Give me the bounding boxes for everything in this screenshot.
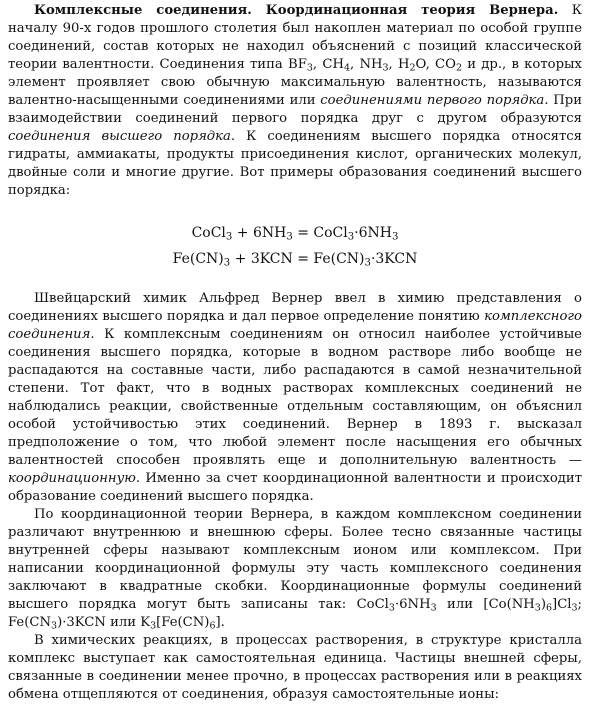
text-span: . К соединениям высшего порядка относятся гидраты, аммиакаты, продукты присоединения кислот, органических молекул, двойные соли и многие другие. Вот примеры образования соединений высшего порядка: [8, 129, 582, 198]
subscript: 3 [388, 602, 395, 614]
paragraph-coordination-theory [8, 506, 582, 632]
subscript: 3 [382, 62, 389, 74]
subscript: 3 [51, 620, 58, 632]
text-span: . К комплексным соединениям он относил наиболее устойчивые соединения высшего порядка, которые в водном растворе либо вообще не распадаются на составные части, либо распадаются в самой незначительной степени. Тот факт, что в водных растворах комплексных соединений не наблюдались реакции, свойственные отдельным составляющим, он объяснил особой устойчивостью этих соединений. Вернер в 1893 г. высказал предположение о том, что любой элемент после насыщения его обычных валентностей способен проявлять еще и дополнительную валентность — [8, 327, 582, 468]
subscript: 3 [306, 62, 313, 74]
eq-part: = CoCl [292, 225, 348, 241]
text-span: ]Cl [552, 597, 572, 612]
equation-2 [8, 246, 582, 272]
text-span: По координационной теории Вернера, в каждом комплексном соединении различают внутреннюю и внешнюю сферы. Более тесно связанные частицы внутренней сферы называют комплексным ионом или комплексом. При написании координационной формулы эту часть комплексного соединения заключают в квадратные скобки. Координационные формулы соединений высшего порядка могут быть записаны так: CoCl [8, 507, 582, 612]
eq-part: + 3KCN = Fe(CN) [230, 251, 365, 267]
section-heading: Комплексные соединения. Координационная теория Вернера. [34, 3, 559, 18]
eq-part: ·3KCN [370, 251, 418, 267]
subscript: 6 [546, 602, 553, 614]
eq-part: + 6NH [232, 225, 287, 241]
text-span: ; Fe(CN [8, 597, 582, 630]
text-span: O, CO [415, 57, 456, 72]
subscript: 3 [534, 602, 541, 614]
text-span: и др., в которых элемент проявляет свою обычную максимальную валентность, называются валентно-насыщенными соединениями или [8, 57, 582, 108]
text-span: или [Co(NH [436, 597, 535, 612]
subscript: 2 [409, 62, 416, 74]
subscript: 3 [347, 231, 355, 243]
paragraph-intro [8, 2, 582, 200]
text-span: )·3KCN или K [57, 615, 151, 630]
subscript: 3 [391, 231, 399, 243]
term-complex-compound: комплексного соединения [8, 309, 582, 342]
text-span: . При взаимодействии соединений первого порядка друг с другом образуются [8, 93, 583, 126]
subscript: 6 [209, 620, 216, 632]
eq-part: CoCl [191, 225, 226, 241]
paragraph-werner [8, 290, 582, 506]
eq-part: ·6NH [354, 225, 392, 241]
subscript: 4 [343, 62, 350, 74]
text-span: ·6NH [394, 597, 431, 612]
term-coordination: координационную [8, 471, 136, 486]
text-span: В химических реакциях, в процессах растворения, в структуре кристалла комплекс выступает как самостоятельная единица. Частицы внешней сферы, связанные в соединении менее прочно, в процессах растворения или в реакциях обмена отщепляются от соединения, образуя самостоятельные ионы: [8, 633, 582, 702]
term-higher-order: соединения высшего порядка [8, 129, 231, 144]
text-span: . Именно за счет координационной валентности и происходит образование соединений высшего порядка. [8, 471, 582, 504]
subscript: 3 [364, 257, 371, 269]
subscript: 3 [223, 257, 231, 269]
subscript: 3 [150, 620, 157, 632]
text-span: Швейцарский химик Альфред Вернер ввел в химию представления о соединениях высшего порядка и дал первое определение понятию [8, 291, 582, 324]
text-span: , NH [350, 57, 383, 72]
equations-block [8, 220, 582, 272]
term-first-order: соединениями первого порядка [320, 93, 545, 108]
equation-1 [8, 220, 582, 246]
eq-part: Fe(CN) [172, 251, 224, 267]
subscript: 2 [455, 62, 462, 74]
subscript: 3 [225, 231, 233, 243]
text-span: К началу 90-х годов прошлого столетия был накоплен материал по особой группе соединений, состав которых не находил объяснений с позиций классической теории валентности. Соединения типа BF [8, 3, 582, 72]
text-span: ]. [215, 615, 225, 630]
subscript: 3 [286, 231, 293, 243]
text-span: ) [540, 597, 546, 612]
subscript: 3 [571, 602, 578, 614]
subscript: 3 [430, 602, 437, 614]
text-span: , H [388, 57, 410, 72]
text-span: , CH [312, 57, 344, 72]
text-span: [Fe(CN) [156, 615, 210, 630]
paragraph-reactions [8, 632, 582, 704]
